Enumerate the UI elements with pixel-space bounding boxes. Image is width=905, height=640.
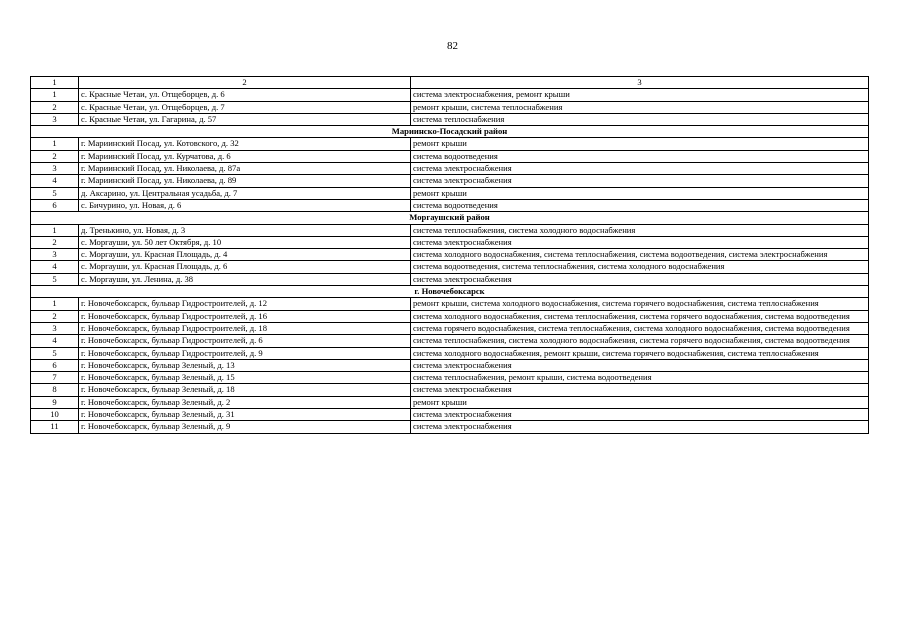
table-row <box>31 335 869 347</box>
section-title: Моргаушский район <box>31 212 869 224</box>
table-header-row <box>31 77 869 89</box>
row-works: система теплоснабжения, система холодного водоснабжения <box>411 224 869 236</box>
row-works: система теплоснабжения, система холодного водоснабжения, система горячего водоснабжения, система водоотведения <box>411 335 869 347</box>
row-address: с. Бичурино, ул. Новая, д. 6 <box>79 199 411 211</box>
row-address: г. Новочебоксарск, бульвар Зеленый, д. 9 <box>79 421 411 433</box>
row-number: 5 <box>31 273 79 285</box>
table-row <box>31 89 869 101</box>
row-number: 3 <box>31 249 79 261</box>
row-number: 1 <box>31 138 79 150</box>
row-address: г. Новочебоксарск, бульвар Зеленый, д. 15 <box>79 372 411 384</box>
table-row <box>31 347 869 359</box>
table-row <box>31 101 869 113</box>
table-row <box>31 298 869 310</box>
table-row <box>31 224 869 236</box>
row-address: д. Аксарино, ул. Центральная усадьба, д. 7 <box>79 187 411 199</box>
row-number: 5 <box>31 187 79 199</box>
table-row <box>31 322 869 334</box>
section-title: г. Новочебоксарск <box>31 286 869 298</box>
row-number: 6 <box>31 359 79 371</box>
table-body <box>31 77 869 434</box>
section-title: Мариинско-Посадский район <box>31 126 869 138</box>
table-row <box>31 359 869 371</box>
row-number: 3 <box>31 163 79 175</box>
section-header-row <box>31 126 869 138</box>
table-row <box>31 310 869 322</box>
row-number: 11 <box>31 421 79 433</box>
table-row <box>31 409 869 421</box>
row-works: система электроснабжения <box>411 175 869 187</box>
row-address: г. Новочебоксарск, бульвар Гидростроителей, д. 9 <box>79 347 411 359</box>
row-works: система водоотведения <box>411 199 869 211</box>
table-row <box>31 261 869 273</box>
row-works: ремонт крыши <box>411 396 869 408</box>
row-works: система холодного водоснабжения, система теплоснабжения, система водоотведения, система электроснабжения <box>411 249 869 261</box>
row-number: 9 <box>31 396 79 408</box>
row-works: система холодного водоснабжения, ремонт крыши, система горячего водоснабжения, система теплоснабжения <box>411 347 869 359</box>
row-number: 2 <box>31 101 79 113</box>
row-number: 5 <box>31 347 79 359</box>
row-works: система теплоснабжения, ремонт крыши, система водоотведения <box>411 372 869 384</box>
row-number: 2 <box>31 150 79 162</box>
header-col-2: 2 <box>79 77 411 89</box>
page-number: 82 <box>447 40 458 52</box>
row-address: г. Новочебоксарск, бульвар Зеленый, д. 18 <box>79 384 411 396</box>
header-col-3: 3 <box>411 77 869 89</box>
row-number: 2 <box>31 236 79 248</box>
row-number: 8 <box>31 384 79 396</box>
row-works: система электроснабжения <box>411 273 869 285</box>
row-works: система электроснабжения <box>411 421 869 433</box>
row-address: г. Мариинский Посад, ул. Курчатова, д. 6 <box>79 150 411 162</box>
row-address: г. Новочебоксарск, бульвар Гидростроителей, д. 12 <box>79 298 411 310</box>
table-row <box>31 273 869 285</box>
row-address: с. Красные Четаи, ул. Отщеборцев, д. 7 <box>79 101 411 113</box>
row-works: система электроснабжения <box>411 384 869 396</box>
row-address: г. Новочебоксарск, бульвар Гидростроителей, д. 16 <box>79 310 411 322</box>
table-row <box>31 163 869 175</box>
table-row <box>31 150 869 162</box>
row-address: г. Новочебоксарск, бульвар Зеленый, д. 2 <box>79 396 411 408</box>
table-row <box>31 199 869 211</box>
row-address: с. Моргауши, ул. 50 лет Октября, д. 10 <box>79 236 411 248</box>
row-address: с. Моргауши, ул. Ленина, д. 38 <box>79 273 411 285</box>
row-works: ремонт крыши <box>411 138 869 150</box>
row-address: с. Моргауши, ул. Красная Площадь, д. 6 <box>79 261 411 273</box>
row-number: 4 <box>31 335 79 347</box>
row-address: д. Тренькино, ул. Новая, д. 3 <box>79 224 411 236</box>
row-address: г. Мариинский Посад, ул. Николаева, д. 89 <box>79 175 411 187</box>
row-works: система водоотведения, система теплоснабжения, система холодного водоснабжения <box>411 261 869 273</box>
row-address: г. Новочебоксарск, бульвар Гидростроителей, д. 6 <box>79 335 411 347</box>
row-works: система теплоснабжения <box>411 113 869 125</box>
row-works: ремонт крыши <box>411 187 869 199</box>
row-works: система горячего водоснабжения, система теплоснабжения, система холодного водоснабжения, система водоотведения <box>411 322 869 334</box>
row-works: система электроснабжения <box>411 236 869 248</box>
row-works: система электроснабжения <box>411 359 869 371</box>
table-row <box>31 113 869 125</box>
table-row <box>31 384 869 396</box>
table-row <box>31 249 869 261</box>
row-number: 1 <box>31 224 79 236</box>
row-address: г. Мариинский Посад, ул. Котовского, д. 32 <box>79 138 411 150</box>
row-address: г. Новочебоксарск, бульвар Гидростроителей, д. 18 <box>79 322 411 334</box>
row-address: г. Новочебоксарск, бульвар Зеленый, д. 31 <box>79 409 411 421</box>
row-works: система электроснабжения <box>411 409 869 421</box>
row-number: 6 <box>31 199 79 211</box>
row-number: 3 <box>31 322 79 334</box>
row-number: 7 <box>31 372 79 384</box>
section-header-row <box>31 286 869 298</box>
row-works: ремонт крыши, система холодного водоснабжения, система горячего водоснабжения, система теплоснабжения <box>411 298 869 310</box>
row-number: 2 <box>31 310 79 322</box>
row-address: с. Красные Четаи, ул. Отщеборцев, д. 6 <box>79 89 411 101</box>
table-row <box>31 175 869 187</box>
row-works: система холодного водоснабжения, система теплоснабжения, система горячего водоснабжения, система водоотведения <box>411 310 869 322</box>
table-row <box>31 421 869 433</box>
row-number: 1 <box>31 89 79 101</box>
row-number: 1 <box>31 298 79 310</box>
row-number: 10 <box>31 409 79 421</box>
row-address: с. Красные Четаи, ул. Гагарина, д. 57 <box>79 113 411 125</box>
table-row <box>31 236 869 248</box>
header-col-1: 1 <box>31 77 79 89</box>
row-number: 3 <box>31 113 79 125</box>
table-row <box>31 138 869 150</box>
section-header-row <box>31 212 869 224</box>
row-address: г. Мариинский Посад, ул. Николаева, д. 87а <box>79 163 411 175</box>
row-address: г. Новочебоксарск, бульвар Зеленый, д. 13 <box>79 359 411 371</box>
table-row <box>31 396 869 408</box>
row-number: 4 <box>31 175 79 187</box>
row-number: 4 <box>31 261 79 273</box>
row-address: с. Моргауши, ул. Красная Площадь, д. 4 <box>79 249 411 261</box>
works-table <box>30 76 869 434</box>
row-works: система электроснабжения <box>411 163 869 175</box>
row-works: система водоотведения <box>411 150 869 162</box>
table-row <box>31 187 869 199</box>
row-works: система электроснабжения, ремонт крыши <box>411 89 869 101</box>
table-row <box>31 372 869 384</box>
row-works: ремонт крыши, система теплоснабжения <box>411 101 869 113</box>
